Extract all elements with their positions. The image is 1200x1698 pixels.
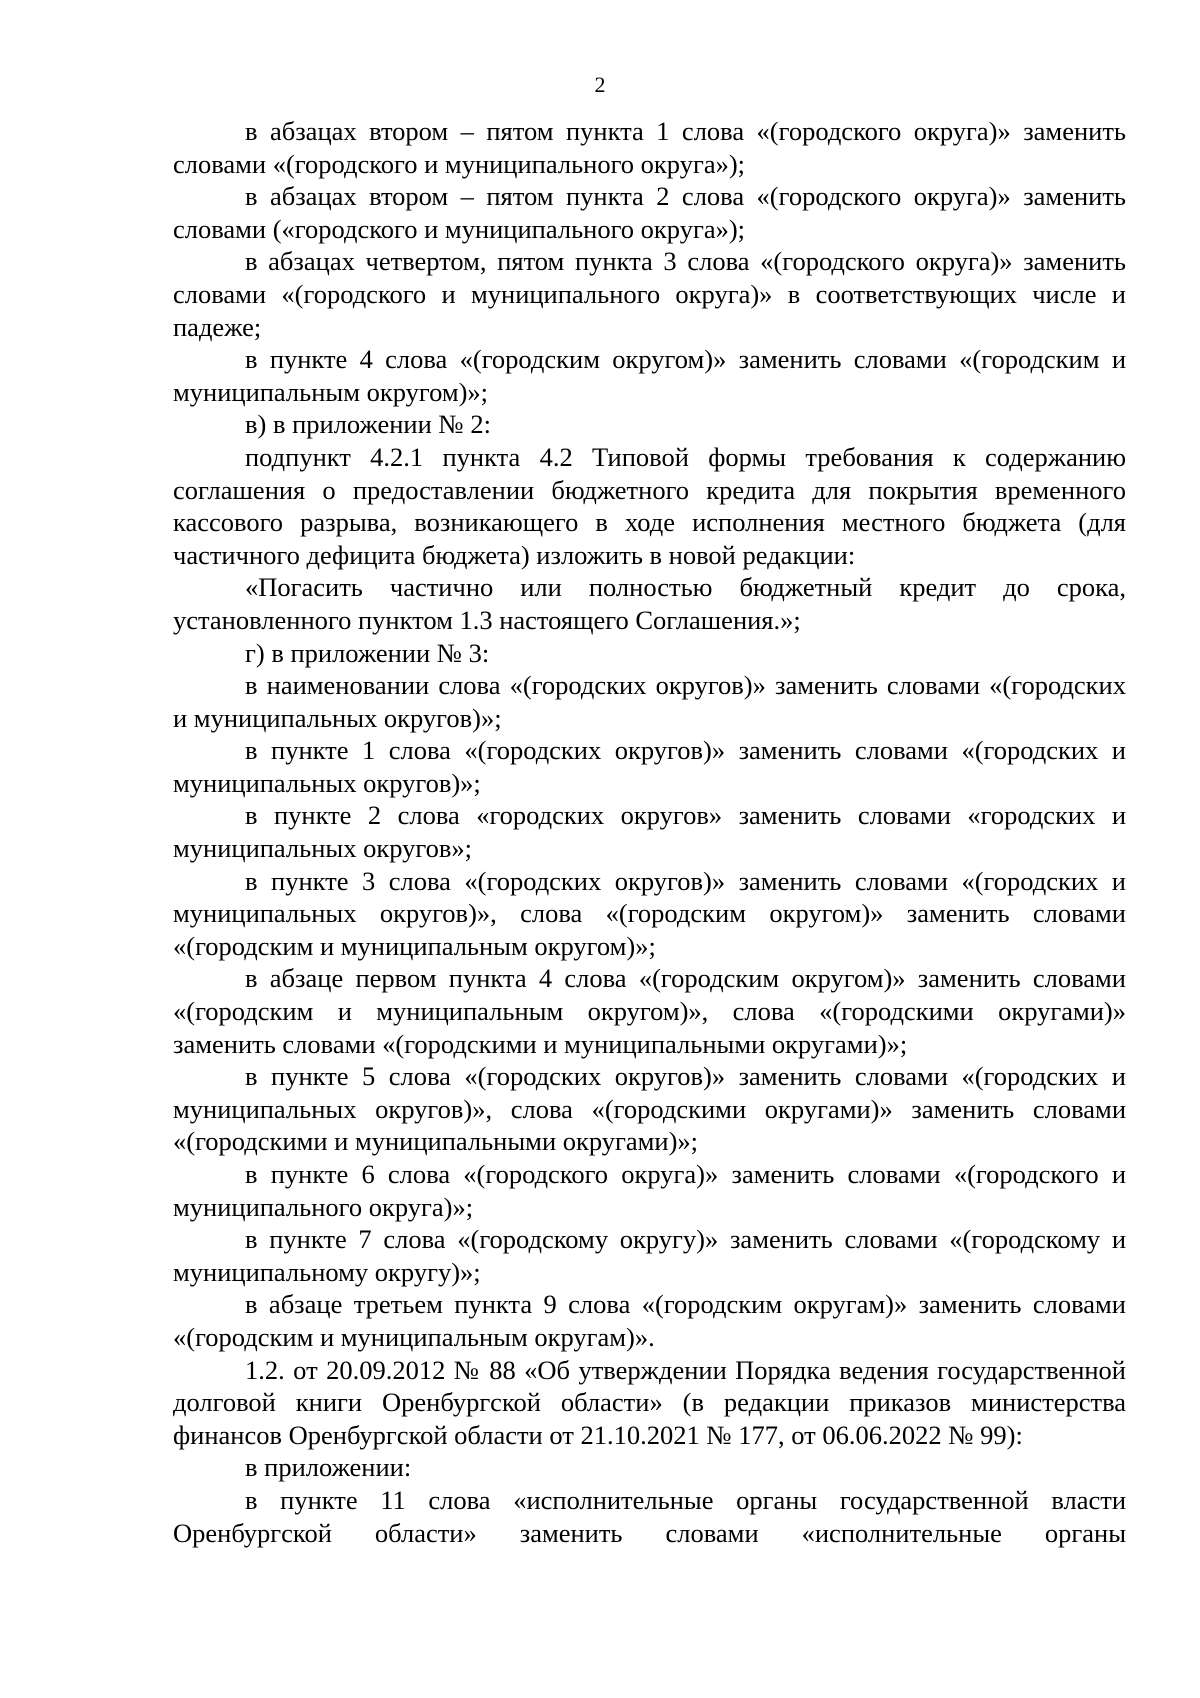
- paragraph-7: «Погасить частично или полностью бюджетный кредит до срока, установленного пунктом 1.3 настоящего Соглашения.»;: [173, 572, 1126, 635]
- paragraph-13: в абзаце первом пункта 4 слова «(городским округом)» заменить словами «(городским и муниципальным округом)», слова «(городскими округами)» заменить словами «(городскими и муниципальными округами)»;: [173, 963, 1126, 1059]
- paragraph-10: в пункте 1 слова «(городских округов)» заменить словами «(городских и муниципальных округов)»;: [173, 735, 1126, 798]
- paragraph-11: в пункте 2 слова «городских округов» заменить словами «городских и муниципальных округов»;: [173, 800, 1126, 864]
- paragraph-19: в приложении:: [245, 1452, 412, 1483]
- paragraph-6: подпункт 4.2.1 пункта 4.2 Типовой формы требования к содержанию соглашения о предоставлении бюджетного кредита для покрытия временного кассового разрыва, возникающего в ходе исполнения местного бюджета (для частичного дефицита бюджета) изложить в новой редакции:: [173, 441, 1126, 570]
- document-body: [173, 115, 1126, 1549]
- paragraph-18: 1.2. от 20.09.2012 № 88 «Об утверждении Порядка ведения государственной долговой книги Оренбургской области» (в редакции приказов министерства финансов Оренбургской области от 21.10.2021 № 177, от 06.06.2022 № 99):: [173, 1354, 1126, 1450]
- paragraph-12: в пункте 3 слова «(городских округов)» заменить словами «(городских и муниципальных округов)», слова «(городским округом)» заменить словами «(городским и муниципальным округом)»;: [173, 865, 1126, 961]
- paragraph-1: в абзацах втором – пятом пункта 1 слова «(городского округа)» заменить словами «(городского и муниципального округа»);: [173, 116, 1126, 179]
- paragraph-15: в пункте 6 слова «(городского округа)» заменить словами «(городского и муниципального округа)»;: [173, 1159, 1126, 1222]
- paragraph-20: в пункте 11 слова «исполнительные органы государственной власти Оренбургской области» заменить словами «исполнительные органы: [173, 1484, 1126, 1548]
- paragraph-3: в абзацах четвертом, пятом пункта 3 слова «(городского округа)» заменить словами «(городского и муниципального округа)» в соответствующих числе и падеже;: [173, 246, 1126, 342]
- page-number: 2: [594, 72, 606, 97]
- paragraph-2: в абзацах втором – пятом пункта 2 слова «(городского округа)» заменить словами («городского и муниципального округа»);: [173, 181, 1126, 244]
- paragraph-9: в наименовании слова «(городских округов)» заменить словами «(городских и муниципальных округов)»;: [173, 670, 1126, 733]
- paragraph-16: в пункте 7 слова «(городскому округу)» заменить словами «(городскому и муниципальному округу)»;: [173, 1224, 1126, 1287]
- paragraph-14: в пункте 5 слова «(городских округов)» заменить словами «(городских и муниципальных округов)», слова «(городскими округами)» заменить словами «(городскими и муниципальными округами)»;: [173, 1061, 1126, 1157]
- paragraph-5: в) в приложении № 2:: [245, 409, 491, 440]
- paragraph-4: в пункте 4 слова «(городским округом)» заменить словами «(городским и муниципальным округом)»;: [173, 344, 1126, 407]
- paragraph-17: в абзаце третьем пункта 9 слова «(городским округам)» заменить словами «(городским и муниципальным округам)».: [173, 1289, 1126, 1352]
- paragraph-8: г) в приложении № 3:: [245, 637, 490, 668]
